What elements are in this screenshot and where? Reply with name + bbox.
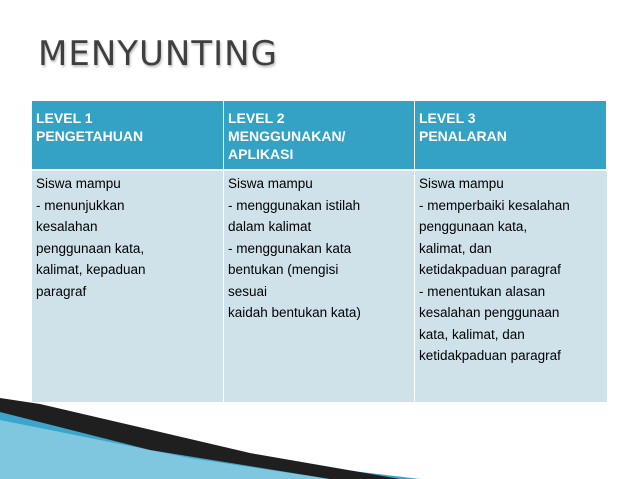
header-line: PENALARAN: [419, 128, 507, 144]
body-line: kesalahan penggunaan: [419, 305, 560, 320]
level-table: [32, 101, 607, 402]
body-line: kata, kalimat, dan: [419, 326, 525, 342]
body-level-1: [32, 171, 224, 402]
decorative-swoosh: [0, 398, 638, 479]
body-level-2: [224, 171, 415, 402]
header-level-3: [415, 101, 607, 171]
header-level-1: [32, 101, 224, 171]
header-line: MENGGUNAKAN/: [228, 128, 346, 144]
body-line: sesuai: [228, 283, 268, 299]
body-line: kalimat, dan: [419, 240, 492, 256]
body-line: kalimat, kepaduan: [36, 262, 146, 277]
body-line: penggunaan kata,: [419, 219, 528, 234]
body-line: ketidakpaduan paragraf: [419, 348, 561, 363]
body-line: bentukan (mengisi: [228, 262, 339, 277]
body-line: kaidah bentukan kata): [228, 305, 361, 320]
body-line: paragraf: [36, 283, 87, 299]
body-line: - menggunakan istilah: [228, 197, 361, 213]
header-line: PENGETAHUAN: [36, 128, 144, 144]
header-line: APLIKASI: [228, 146, 294, 162]
body-line: Siswa mampu: [36, 176, 121, 191]
header-line: LEVEL 3: [419, 110, 476, 126]
body-line: Siswa mampu: [419, 176, 504, 191]
header-line: LEVEL 1: [36, 110, 93, 126]
body-line: - memperbaiki kesalahan: [419, 197, 570, 213]
page-title: MENYUNTING: [38, 34, 278, 74]
header-line: LEVEL 2: [228, 110, 285, 126]
body-level-3: [415, 171, 607, 402]
body-line: - menentukan alasan: [419, 283, 546, 299]
body-line: ketidakpaduan paragraf: [419, 262, 561, 277]
body-line: - menunjukkan: [36, 197, 125, 213]
header-level-2: [224, 101, 415, 171]
body-line: dalam kalimat: [228, 219, 312, 234]
body-line: kesalahan: [36, 219, 98, 234]
body-line: penggunaan kata,: [36, 240, 145, 256]
body-line: - menggunakan kata: [228, 240, 352, 256]
body-line: Siswa mampu: [228, 176, 313, 191]
